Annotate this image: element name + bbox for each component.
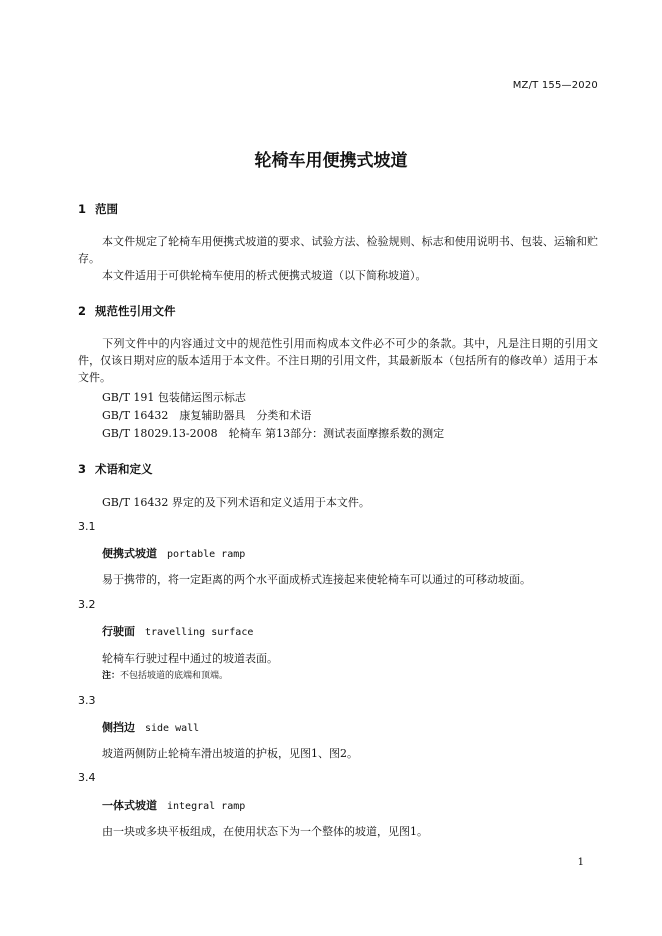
section-number: 2 (78, 304, 87, 318)
term-english: integral ramp (167, 801, 246, 812)
standard-code: MZ/T 155—2020 (512, 80, 598, 91)
term-definition: 由一块或多块平板组成，在使用状态下为一个整体的坡道，见图1。 (102, 825, 428, 838)
term-definition: 轮椅车行驶过程中通过的坡道表面。 (102, 652, 278, 665)
term-note (102, 668, 228, 681)
term-heading (102, 623, 253, 639)
term-english: portable ramp (167, 549, 246, 560)
paragraph-text: 本文件适用于可供轮椅车使用的桥式便携式坡道（以下简称坡道）。 (102, 269, 427, 282)
note-text: 不包括坡道的底端和顶端。 (120, 671, 229, 681)
reference-item: GB/T 16432 康复辅助器具 分类和术语 (102, 409, 312, 422)
term-english: side wall (145, 723, 200, 734)
term-heading (102, 545, 245, 561)
paragraph-text: 本文件规定了轮椅车用便携式坡道的要求、试验方法、检验规则、标志和使用说明书、包装、运输和贮存。 (78, 235, 598, 265)
term-chinese: 侧挡边 (102, 721, 135, 734)
section-1-paragraph-2 (78, 267, 598, 284)
section-1-paragraph-1 (78, 233, 598, 267)
term-chinese: 便携式坡道 (102, 547, 157, 560)
paragraph-text: 下列文件中的内容通过文中的规范性引用而构成本文件必不可少的条款。其中，凡是注日期的引用文件，仅该日期对应的版本适用于本文件。不注日期的引用文件，其最新版本（包括所有的修改单）适用于本文件。 (78, 337, 598, 384)
section-1-heading (78, 201, 118, 217)
term-chinese: 行驶面 (102, 625, 135, 638)
section-number: 1 (78, 202, 87, 216)
section-title: 术语和定义 (95, 462, 153, 476)
term-definition: 坡道两侧防止轮椅车滑出坡道的护板，见图1、图2。 (102, 747, 358, 760)
section-2-heading (78, 303, 176, 319)
section-title: 规范性引用文件 (95, 304, 176, 318)
term-number: 3.2 (78, 598, 96, 611)
section-number: 3 (78, 462, 87, 476)
term-number: 3.4 (78, 771, 96, 784)
section-3-intro: GB/T 16432 界定的及下列术语和定义适用于本文件。 (102, 496, 370, 509)
term-chinese: 一体式坡道 (102, 799, 157, 812)
term-english: travelling surface (145, 627, 254, 638)
term-definition: 易于携带的，将一定距离的两个水平面成桥式连接起来使轮椅车可以通过的可移动坡面。 (102, 573, 531, 586)
section-3-heading (78, 461, 153, 477)
section-title: 范围 (95, 202, 118, 216)
term-heading (102, 719, 199, 735)
term-number: 3.1 (78, 520, 96, 533)
page-number: 1 (577, 857, 584, 868)
document-title: 轮椅车用便携式坡道 (254, 151, 408, 171)
term-heading (102, 797, 245, 813)
term-number: 3.3 (78, 694, 96, 707)
reference-item: GB/T 18029.13-2008 轮椅车 第13部分：测试表面摩擦系数的测定 (102, 427, 445, 440)
section-2-paragraph-1 (78, 335, 598, 386)
note-label: 注： (102, 671, 121, 681)
reference-item: GB/T 191 包装储运图示标志 (102, 391, 246, 404)
